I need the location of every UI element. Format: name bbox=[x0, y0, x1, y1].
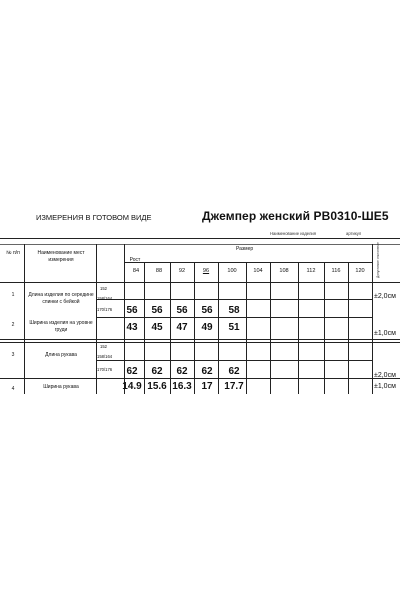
row-4-value-92: 16.3 bbox=[172, 381, 192, 392]
row-3-name: Длина рукава bbox=[45, 352, 77, 358]
row-3-height-1: 152 bbox=[100, 344, 107, 349]
row-4-name: Ширина рукава bbox=[43, 384, 79, 390]
size-group-header: Размер bbox=[236, 246, 254, 252]
row-3-num: 3 bbox=[11, 352, 15, 358]
measure-title: ИЗМЕРЕНИЯ В ГОТОВОМ ВИДЕ bbox=[36, 213, 152, 222]
row-3-tolerance: ±2,0см bbox=[374, 372, 396, 379]
tolerance-vertical-header: Допустимое отклонение bbox=[376, 242, 380, 278]
row-2-name: Ширина изделия на уровне груди bbox=[29, 320, 93, 333]
rule bbox=[0, 282, 400, 283]
num-header: № п/п bbox=[6, 250, 20, 256]
height-header: Рост bbox=[129, 257, 141, 263]
rule bbox=[0, 244, 400, 245]
rule bbox=[96, 299, 372, 300]
rule bbox=[24, 244, 25, 400]
row-1-value-88: 56 bbox=[151, 305, 163, 316]
size-116: 116 bbox=[331, 268, 341, 274]
rule bbox=[372, 244, 373, 400]
row-4-tolerance: ±1,0см bbox=[374, 383, 396, 390]
rule bbox=[0, 342, 400, 343]
rule bbox=[124, 262, 372, 263]
row-1-name: Длина изделия по середине спинки с бейкой bbox=[28, 292, 94, 305]
rule bbox=[0, 378, 400, 379]
rule bbox=[0, 238, 400, 239]
size-100: 100 bbox=[227, 268, 237, 274]
size-112: 112 bbox=[306, 268, 316, 274]
size-108: 108 bbox=[279, 268, 289, 274]
rule bbox=[348, 262, 349, 400]
row-1-value-96: 56 bbox=[201, 305, 213, 316]
name-header: Наименование мест измерения bbox=[37, 250, 85, 263]
rule bbox=[324, 262, 325, 400]
row-1-num: 1 bbox=[11, 292, 15, 298]
row-1-tolerance: ±2,0см bbox=[374, 293, 396, 300]
article-label: артикул bbox=[346, 231, 362, 236]
row-1-height-3: 170/176 bbox=[97, 307, 113, 312]
naming-label: Наименование изделия bbox=[270, 231, 317, 236]
size-96: 96 bbox=[202, 268, 210, 274]
product-title: Джемпер женский РВ0310-ШЕ5 bbox=[202, 209, 389, 223]
row-2-num: 2 bbox=[11, 322, 15, 328]
row-1-value-84: 56 bbox=[126, 305, 138, 316]
rule bbox=[246, 262, 247, 400]
row-3-value-100: 62 bbox=[228, 366, 240, 377]
row-1-value-92: 56 bbox=[176, 305, 188, 316]
size-84: 84 bbox=[132, 268, 140, 274]
row-1-height-2: 158/164 bbox=[97, 296, 113, 301]
rule bbox=[0, 339, 400, 340]
row-2-value-84: 43 bbox=[126, 322, 138, 333]
row-2-tolerance: ±1,0см bbox=[374, 330, 396, 337]
size-88: 88 bbox=[155, 268, 163, 274]
row-3-value-88: 62 bbox=[151, 366, 163, 377]
row-3-value-92: 62 bbox=[176, 366, 188, 377]
row-2-value-88: 45 bbox=[151, 322, 163, 333]
row-2-value-100: 51 bbox=[228, 322, 240, 333]
row-2-value-92: 47 bbox=[176, 322, 188, 333]
row-4-value-88: 15.6 bbox=[147, 381, 167, 392]
size-120: 120 bbox=[355, 268, 365, 274]
row-3-value-96: 62 bbox=[201, 366, 213, 377]
size-92: 92 bbox=[178, 268, 186, 274]
row-2-value-96: 49 bbox=[201, 322, 213, 333]
row-4-value-84: 14.9 bbox=[122, 381, 142, 392]
row-1-height-1: 152 bbox=[100, 286, 107, 291]
row-1-value-100: 58 bbox=[228, 305, 240, 316]
size-104: 104 bbox=[253, 268, 263, 274]
rule bbox=[96, 244, 97, 400]
row-4-num: 4 bbox=[11, 386, 15, 392]
rule bbox=[270, 262, 271, 400]
row-3-value-84: 62 bbox=[126, 366, 138, 377]
row-4-value-100: 17.7 bbox=[224, 381, 244, 392]
row-4-value-96: 17 bbox=[201, 381, 213, 392]
page-blank bbox=[0, 394, 400, 600]
rule bbox=[298, 262, 299, 400]
rule bbox=[96, 317, 372, 318]
row-3-height-2: 158/164 bbox=[97, 354, 113, 359]
row-3-height-3: 170/176 bbox=[97, 367, 113, 372]
rule bbox=[96, 360, 372, 361]
